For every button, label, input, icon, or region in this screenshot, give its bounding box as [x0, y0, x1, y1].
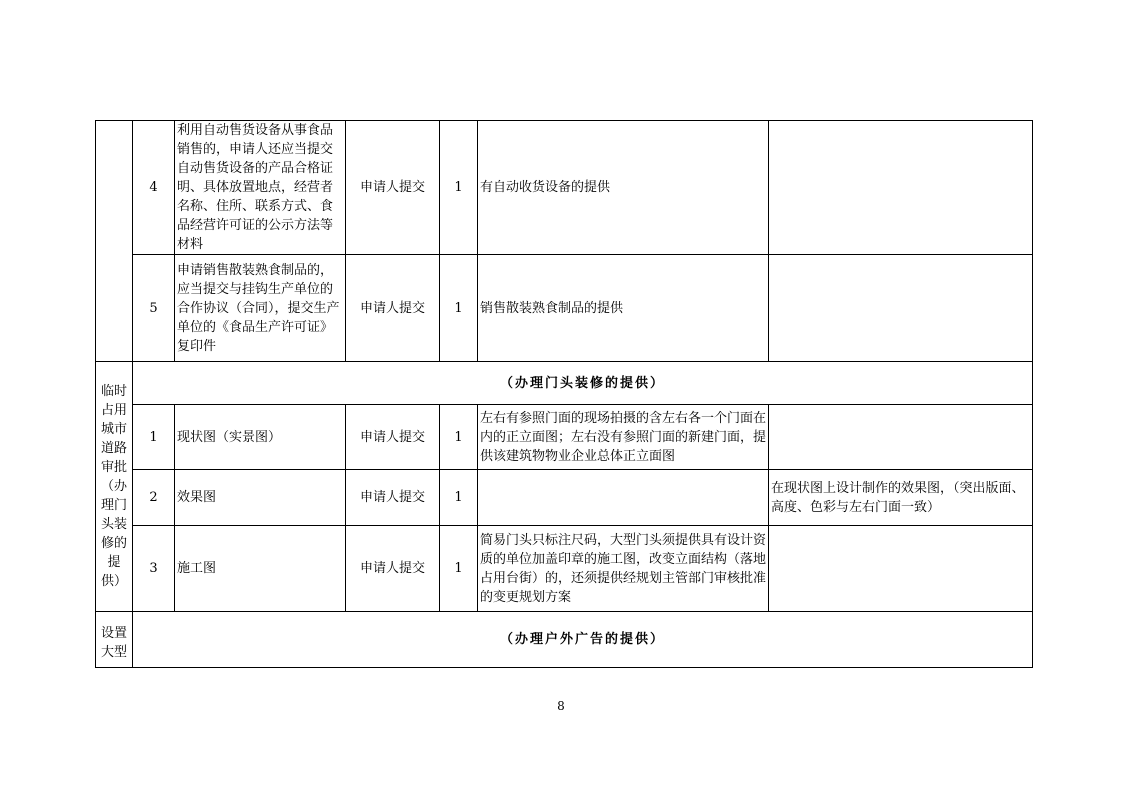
copies: 1	[440, 470, 478, 526]
requirement: 左右有参照门面的现场拍摄的含左右各一个门面在内的正立面图；左右没有参照门面的新建门面，提供该建筑物物业企业总体正立面图	[478, 405, 769, 470]
material-name: 施工图	[175, 526, 346, 612]
materials-table	[95, 120, 1033, 668]
material-source: 申请人提交	[346, 255, 440, 362]
requirement: 简易门头只标注尺码，大型门头须提供具有设计资质的单位加盖印章的施工图，改变立面结构（落地占用台街）的，还须提供经规划主管部门审核批准的变更规划方案	[478, 526, 769, 612]
item-number: 5	[133, 255, 175, 362]
section-heading: （办理门头装修的提供）	[133, 362, 1033, 405]
table-row	[96, 405, 1033, 470]
requirement: 有自动收货设备的提供	[478, 121, 769, 255]
requirement	[478, 470, 769, 526]
copies: 1	[440, 121, 478, 255]
material-source: 申请人提交	[346, 405, 440, 470]
item-number: 1	[133, 405, 175, 470]
copies: 1	[440, 255, 478, 362]
material-name: 效果图	[175, 470, 346, 526]
section-heading: （办理户外广告的提供）	[133, 612, 1033, 668]
table-row	[96, 470, 1033, 526]
category-cell: 临时占用城市道路审批（办理门头装修的提供）	[96, 362, 133, 612]
note	[769, 405, 1033, 470]
requirement: 销售散装熟食制品的提供	[478, 255, 769, 362]
note	[769, 121, 1033, 255]
item-number: 2	[133, 470, 175, 526]
category-cell-empty	[96, 121, 133, 362]
section-row	[96, 612, 1033, 668]
table-row	[96, 526, 1033, 612]
section-row	[96, 362, 1033, 405]
note	[769, 255, 1033, 362]
note: 在现状图上设计制作的效果图，（突出版面、高度、色彩与左右门面一致）	[769, 470, 1033, 526]
copies: 1	[440, 405, 478, 470]
item-number: 3	[133, 526, 175, 612]
material-source: 申请人提交	[346, 526, 440, 612]
page-number: 8	[557, 699, 565, 713]
material-name: 现状图（实景图）	[175, 405, 346, 470]
material-source: 申请人提交	[346, 121, 440, 255]
material-name: 申请销售散装熟食制品的，应当提交与挂钩生产单位的合作协议（合同），提交生产单位的《食品生产许可证》复印件	[175, 255, 346, 362]
copies: 1	[440, 526, 478, 612]
table-row	[96, 121, 1033, 255]
item-number: 4	[133, 121, 175, 255]
table-row	[96, 255, 1033, 362]
note	[769, 526, 1033, 612]
material-source: 申请人提交	[346, 470, 440, 526]
material-name: 利用自动售货设备从事食品销售的，申请人还应当提交自动售货设备的产品合格证明、具体放置地点，经营者名称、住所、联系方式、食品经营许可证的公示方法等材料	[175, 121, 346, 255]
category-cell: 设置大型	[96, 612, 133, 668]
